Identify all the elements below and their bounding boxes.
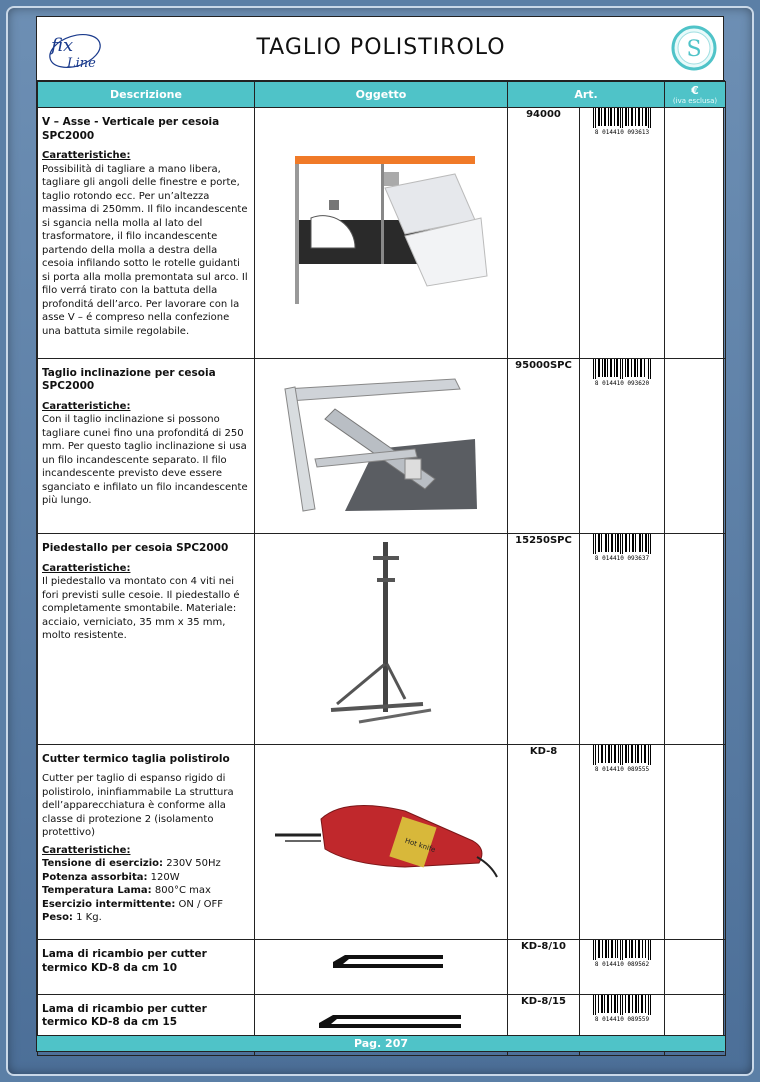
product-description (38, 940, 255, 995)
product-text: Con il taglio inclinazione si possono tagliare cunei fino una profonditá di 250 mm. Per questo taglio inclinazione si usa un filo incandescente separato. Il filo incandescente previsto deve essere sganciato e infilato un filo incandescente più lungo. (42, 414, 248, 506)
pedestal-image (255, 534, 506, 739)
char-label: Caratteristiche: (42, 562, 131, 574)
table-row (38, 940, 726, 995)
price-cell (665, 744, 726, 940)
char-label: Caratteristiche: (42, 150, 131, 161)
barcode (580, 358, 665, 534)
incline-cut-image (255, 359, 506, 529)
product-table (37, 81, 726, 1056)
svg-text:8 014410 093613: 8 014410 093613 (594, 129, 650, 136)
article-code: KD-8/10 (508, 940, 580, 995)
article-code: 15250SPC (508, 534, 580, 745)
svg-text:8 014410 093620: 8 014410 093620 (594, 379, 650, 387)
spec-line: Tensione di esercizio: 230V 50Hz (42, 858, 221, 869)
barcode-icon (589, 359, 655, 387)
table-row (38, 744, 726, 940)
spec-line: Peso: 1 Kg. (42, 912, 102, 923)
s-badge-icon (671, 25, 717, 71)
page-footer: Pag. 207 (37, 1035, 725, 1051)
table-row (38, 534, 726, 745)
col-oggetto: Oggetto (255, 82, 508, 108)
product-description (38, 108, 255, 359)
product-name: Taglio inclinazione per cesoia SPC2000 (42, 366, 216, 392)
product-text: Il piedestallo va montato con 4 viti nei fori previsti sulle cesoie. Il piedestallo é completamente smontabile. Materiale: acciaio, verniciato, 35 mm x 35 mm, molto resistente. (42, 576, 240, 641)
svg-text:8 014410 093637: 8 014410 093637 (594, 555, 650, 562)
char-label: Caratteristiche: (42, 844, 131, 856)
svg-text:8 014410 089559: 8 014410 089559 (594, 1015, 650, 1023)
article-code: KD-8 (508, 744, 580, 940)
barcode-icon (589, 995, 655, 1023)
table-row (38, 358, 726, 534)
article-code: 94000 (508, 108, 580, 359)
barcode-icon (589, 940, 655, 968)
price-cell (665, 534, 726, 745)
price-cell (665, 940, 726, 995)
barcode (580, 534, 665, 745)
product-image (255, 108, 508, 359)
product-name: V – Asse - Verticale per cesoia SPC2000 (42, 116, 220, 142)
table-header-row (38, 82, 726, 108)
product-name: Cutter termico taglia polistirolo (42, 752, 230, 765)
char-label: Caratteristiche: (42, 400, 131, 412)
svg-text:S: S (686, 37, 702, 62)
product-image (255, 744, 508, 940)
blade-10-image (255, 940, 506, 989)
barcode-icon (589, 108, 655, 136)
product-intro: Cutter per taglio di espanso rigido di polistirolo, ininfiammabile La struttura dell’apparecchiatura è conforme alla classe di protezione 2 (isolamento protettivo) (42, 773, 234, 838)
svg-text:Hot knife: Hot knife (403, 836, 437, 854)
product-description (38, 534, 255, 745)
barcode (580, 940, 665, 995)
table-row (38, 108, 726, 359)
product-image (255, 534, 508, 745)
price-cell (665, 108, 726, 359)
article-code: KD-8/15 (508, 994, 580, 1056)
svg-text:8 014410 089562: 8 014410 089562 (594, 961, 650, 968)
product-name: Piedestallo per cesoia SPC2000 (42, 542, 229, 554)
barcode-icon (589, 745, 655, 773)
product-description (38, 358, 255, 534)
product-text: Possibilità di tagliare a mano libera, tagliare gli angoli delle finestre e porte, taglio rotondo ecc. Per un’altezza massima di 250mm. Il filo incandescente si sgancia nella molla al lato del trasformatore, il filo incandescente partendo della molla a destra della cesoia infilando sotto le rotelle guidanti si porta alla molla premontata sul arco. Il filo verrá tirato con la battuta della profonditá dell’arco. Per lavorare con la asse V – é compreso nella confezione una battuta simile regolabile. (42, 163, 248, 337)
hot-knife-image (255, 745, 506, 935)
col-price: € (iva esclusa) (665, 82, 726, 108)
product-image (255, 940, 508, 995)
spec-line: Esercizio intermittente: ON / OFF (42, 898, 224, 910)
svg-text:Line: Line (67, 56, 96, 71)
product-name: Lama di ricambio per cutter termico KD-8 da cm 10 (42, 948, 207, 974)
product-image (255, 358, 508, 534)
page-title: TAGLIO POLISTIROLO (256, 35, 506, 60)
article-code: 95000SPC (508, 358, 580, 534)
svg-text:fix: fix (51, 35, 74, 56)
product-description (38, 744, 255, 940)
barcode (580, 744, 665, 940)
col-descrizione: Descrizione (38, 82, 255, 108)
svg-text:8 014410 089555: 8 014410 089555 (594, 765, 650, 773)
barcode (580, 108, 665, 359)
spec-line: Temperatura Lama: 800°C max (42, 885, 211, 896)
barcode-icon (589, 534, 655, 562)
catalog-page (36, 16, 724, 1052)
spec-line: Potenza assorbita: 120W (42, 871, 180, 883)
price-cell (665, 358, 726, 534)
vertical-axis-image (255, 108, 506, 353)
col-art: Art. (508, 82, 665, 108)
page-header (37, 17, 725, 81)
product-name: Lama di ricambio per cutter termico KD-8 da cm 15 (42, 1002, 207, 1028)
